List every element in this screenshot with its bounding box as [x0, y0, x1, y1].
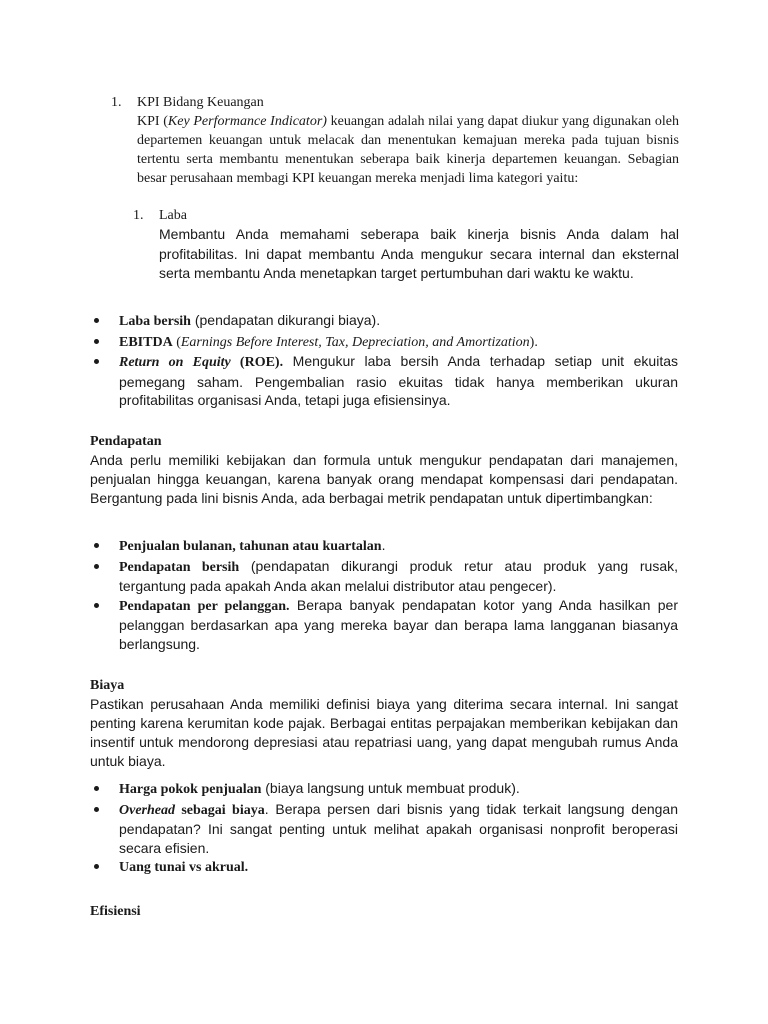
bullet-bold-italic: Return on Equity: [119, 355, 231, 370]
bullet-text: ).: [529, 334, 538, 350]
bullet-text: (: [172, 334, 181, 350]
bullet-bold: Pendapatan bersih: [119, 559, 240, 575]
biaya-paragraph: Pastikan perusahaan Anda memiliki definisi biaya yang diterima secara internal. Ini sangat penting karena kerumitan kode pajak. Berbagai entitas perpajakan memberikan kebijakan dan insentif untuk mendorong depresiasi atau repatriasi uang, yang dapat mengubah rumus Anda untuk biaya.: [90, 696, 678, 769]
bullet-bold: Pendapatan per pelanggan.: [119, 598, 290, 614]
bullet-text: Berapa banyak pendapatan kotor yang Anda hasilkan per pelanggan berdasarkan apa yang mereka bayar dan berapa lama langganan biasanya berlangsung.: [119, 596, 678, 652]
bullet-bold: EBITDA: [119, 334, 173, 350]
kpi-keuangan-item: [111, 93, 681, 188]
bullet-bold: Penjualan bulanan, tahunan atau kuartalan: [119, 539, 382, 554]
bullet-text: (pendapatan dikurangi biaya).: [190, 312, 381, 328]
bullet-icon: [94, 339, 99, 344]
list-item: [90, 557, 678, 596]
bullet-icon: [94, 564, 99, 569]
bullet-bold-italic: Overhead: [119, 802, 175, 818]
bullet-bold: sebagai biaya: [175, 802, 265, 818]
bullet-bold: (ROE).: [230, 355, 284, 370]
biaya-heading: Biaya: [90, 678, 125, 693]
list-item: [90, 311, 678, 332]
pendapatan-heading: Pendapatan: [90, 434, 162, 449]
efisiensi-heading: Efisiensi: [90, 904, 141, 919]
list-number: 1.: [133, 208, 144, 223]
list-number: 1.: [111, 95, 122, 110]
laba-subitem: [133, 206, 679, 284]
efisiensi-section: [90, 903, 678, 921]
bullet-bold: Harga pokok penjualan: [119, 782, 262, 797]
bullet-icon: [94, 786, 99, 791]
list-item: [90, 332, 678, 353]
bullet-text: .: [381, 537, 386, 553]
kpi-keuangan-paragraph: [137, 112, 679, 188]
bullet-icon: [94, 318, 99, 323]
bullet-text: (pendapatan dikurangi produk retur atau produk yang rusak, tergantung pada apakah Anda akan melalui distributor atau pengecer).: [119, 557, 678, 594]
list-item: [90, 596, 678, 654]
list-item: [90, 352, 678, 410]
pendapatan-paragraph: Anda perlu memiliki kebijakan dan formula untuk mengukur pendapatan dari manajemen, penjualan hingga keuangan, karena banyak orang mendapat kompensasi dari pendapatan. Bergantung pada lini bisnis Anda, ada berbagai metrik pendapatan untuk dipertimbangkan:: [90, 452, 678, 506]
kpi-italic-term: Key Performance Indicator): [167, 114, 327, 129]
bullet-icon: [94, 603, 99, 608]
list-item: [90, 536, 678, 557]
laba-paragraph: Membantu Anda memahami seberapa baik kinerja bisnis Anda dalam hal profitabilitas. Ini dapat membantu Anda mengukur secara internal dan eksternal serta membantu Anda menetapkan target pertumbuhan dari waktu ke waktu.: [159, 226, 679, 281]
bullet-italic: Earnings Before Interest, Tax, Depreciation, and Amortization: [180, 334, 530, 350]
kpi-paragraph-rest: keuangan adalah nilai yang dapat diukur yang digunakan oleh departemen keuangan untuk melacak dan menentukan kemajuan mereka pada tujuan bisnis tertentu serta membantu menentukan seberapa baik kinerja departemen keuangan. Sebagian besar perusahaan membagi KPI keuangan mereka menjadi lima kategori yaitu:: [137, 114, 679, 186]
list-item: [90, 779, 678, 800]
pendapatan-section: [90, 433, 678, 508]
bullet-text: (biaya langsung untuk membuat produk).: [261, 780, 520, 796]
bullet-bold: Uang tunai vs akrual.: [119, 860, 249, 875]
pendapatan-bullet-list: [90, 536, 678, 653]
bullet-icon: [94, 359, 99, 364]
laba-heading: Laba: [159, 208, 187, 223]
bullet-icon: [94, 807, 99, 812]
list-item: [90, 857, 678, 878]
list-item: [90, 800, 678, 858]
laba-bullet-list: [90, 311, 678, 410]
kpi-keuangan-heading: KPI Bidang Keuangan: [137, 95, 264, 110]
biaya-section: [90, 677, 678, 771]
biaya-bullet-list: [90, 779, 678, 878]
bullet-bold: Laba bersih: [119, 314, 191, 329]
bullet-icon: [94, 543, 99, 548]
kpi-prefix: KPI (: [137, 114, 168, 129]
bullet-text: Mengukur laba bersih Anda terhadap setiap unit ekuitas pemegang saham. Pengembalian rasio ekuitas tidak hanya memberikan ukuran profitabilitas organisasi Anda, tetapi juga efisiensinya.: [119, 353, 679, 408]
bullet-icon: [94, 864, 99, 869]
bullet-text: . Berapa persen dari bisnis yang tidak terkait langsung dengan pendapatan? Ini sangat penting untuk melihat apakah organisasi nonprofit beroperasi secara efisien.: [119, 800, 679, 856]
